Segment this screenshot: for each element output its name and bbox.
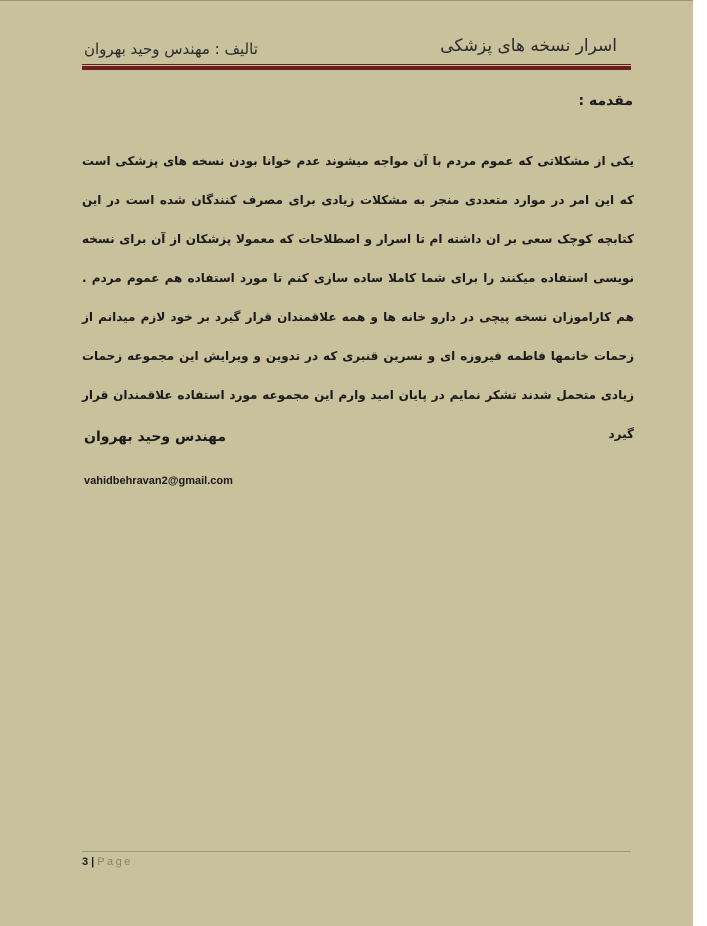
header-author: تالیف : مهندس وحید بهروان xyxy=(84,40,258,58)
body-paragraph: یکی از مشکلاتی که عموم مردم با آن مواجه میشوند عدم خوانا بودن نسخه های پزشکی است که این امر در موارد متعددی منجر به مشکلات زیادی برای مصرف کنندگان شده است در این کتابچه کوچک سعی بر ان داشته ام تا اسرار و اصطلاحات که معمولا پزشکان از آن برای نسخه نویسی استفاده میکنند را برای شما کاملا ساده سازی کنم تا مورد استفاده هم عموم مردم . هم کاراموزان نسخه پیچی در دارو خانه ها و همه علاقمندان قرار گیرد بر خود لازم میدانم از زحمات خانمها فاطمه فیروزه ای و نسرین قنبری که در تدوین و ویرایش این مجموعه زحمات زیادی متحمل شدند تشکر نمایم در پایان امید وارم این مجموعه مورد استفاده علاقمندان قرار گیرد xyxy=(82,154,634,441)
page-top-edge xyxy=(0,0,693,1)
signature-email: vahidbehravan2@gmail.com xyxy=(84,475,233,487)
page-number: 3 xyxy=(82,856,89,868)
signature-name: مهندس وحید بهروان xyxy=(84,429,227,445)
page-label: Page xyxy=(97,856,133,868)
header-title: اسرار نسخه های پزشکی xyxy=(440,36,617,56)
header-rule xyxy=(82,66,631,70)
page-footer xyxy=(82,856,133,868)
header-rule-thin xyxy=(82,64,631,65)
footer-rule xyxy=(82,851,631,852)
section-heading: مقدمه : xyxy=(578,93,633,109)
footer-separator: | xyxy=(91,856,95,868)
